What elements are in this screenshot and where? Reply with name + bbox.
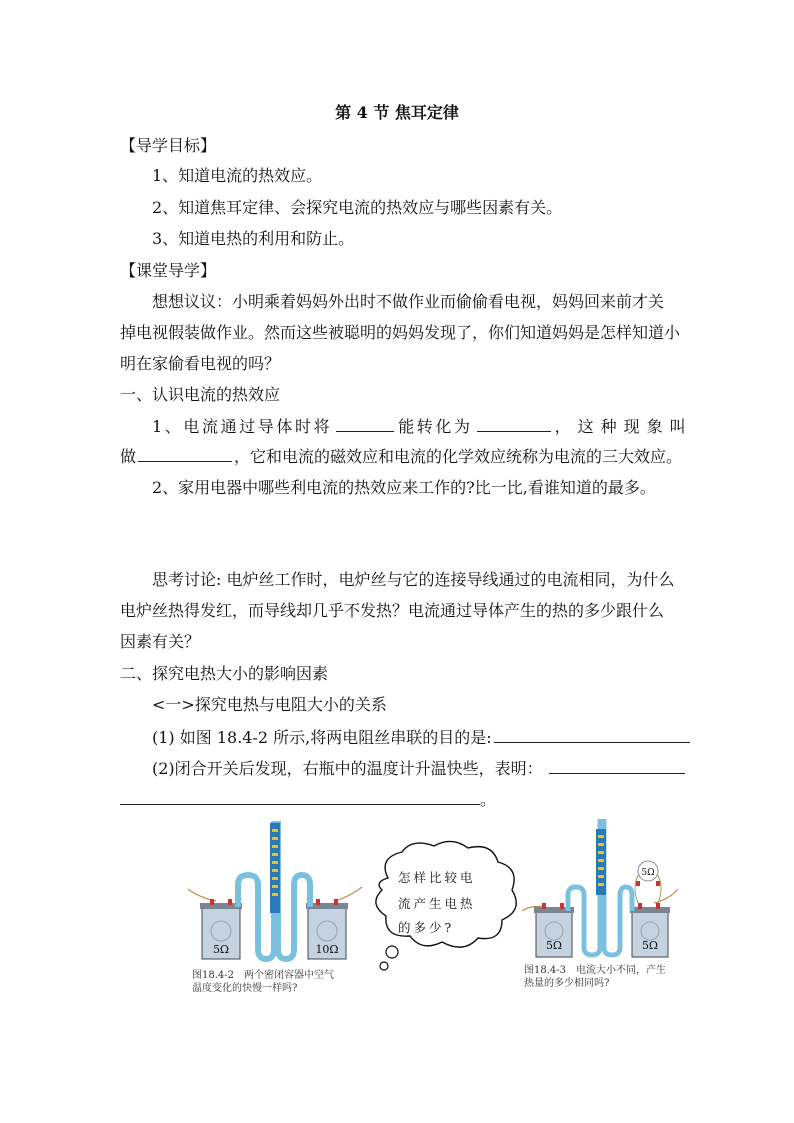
answer-blank-series-purpose[interactable] [494, 727, 690, 743]
fig2-right-resistor-label: 5Ω [641, 939, 659, 952]
figure-1-caption-line-1: 图18.4-2 两个密闭容器中空气 [192, 970, 335, 981]
part2-heading: 二、探究电热大小的影响因素 [120, 664, 329, 683]
q1-text-e: ，它和电流的磁效应和电流的化学效应统称为电流的三大效应。 [234, 447, 683, 466]
bubble-line-1: 怎样比较电 [398, 870, 476, 885]
think-line-3: 因素有关？ [120, 632, 201, 651]
goal-1: 1、知道电流的热效应。 [152, 166, 323, 185]
page-title: 第 4 节 焦耳定律 [335, 103, 459, 122]
bubble-line-2: 流产生电热 [398, 896, 476, 911]
q1-text-a: 1、电流通过导体时将 [152, 417, 333, 436]
wire-right [336, 887, 362, 901]
figure-18-4-3 [520, 815, 680, 965]
question-2: 2、家用电器中哪些利电流的热效应来工作的?比一比,看谁知道的最多。 [152, 478, 656, 497]
sub-heading-1: <一>探究电热与电阻大小的关系 [152, 695, 387, 714]
thought-bubble [368, 838, 528, 978]
step-1-text: (1) 如图 18.4-2 所示,将两电阻丝串联的目的是: [152, 728, 492, 747]
answer-blank-energy-from[interactable] [336, 416, 394, 432]
question-1-line-1 [152, 416, 693, 437]
fig1-left-resistor-label: 5Ω [212, 943, 230, 956]
figure-18-4-2 [186, 815, 366, 975]
step-1 [152, 727, 690, 748]
question-1-line-2 [120, 446, 682, 467]
answer-blank-conclusion-a[interactable] [549, 758, 685, 774]
answer-blank-energy-to[interactable] [477, 416, 551, 432]
figure-2-caption-line-2: 热量的多少相同吗? [524, 978, 610, 989]
wire-right-2 [654, 889, 678, 903]
think-line-1: 思考讨论: 电炉丝工作时，电炉丝与它的连接导线通过的电流相同，为什么 [152, 570, 675, 589]
q1-text-c: ，这种现象叫 [554, 417, 693, 436]
goals-heading: 【导学目标】 [120, 136, 217, 155]
answer-blank-phenomenon[interactable] [138, 446, 232, 462]
step-2-text: (2)闭合开关后发现，右瓶中的温度计升温快些，表明： [152, 759, 543, 778]
liquid-column [270, 823, 280, 913]
part1-heading: 一、认识电流的热效应 [120, 385, 281, 404]
bubble-line-3: 的多少? [398, 920, 455, 935]
answer-blank-conclusion-b[interactable] [120, 789, 480, 805]
discuss-line-1: 想想议议：小明乘着妈妈外出时不做作业而偷偷看电视，妈妈回来前才关 [152, 292, 665, 311]
discuss-line-2: 掉电视假装做作业。然而这些被聪明的妈妈发现了，你们知道妈妈是怎样知道小 [120, 323, 681, 342]
step-2 [152, 758, 685, 779]
figure-2-caption-line-1: 图18.4-3 电流大小不同，产生 [524, 965, 667, 976]
figure-1-caption-line-2: 温度变化的快慢一样吗? [192, 983, 298, 994]
fig2-top-resistor-label: 5Ω [641, 868, 655, 878]
goal-3: 3、知道电热的利用和防止。 [152, 229, 355, 248]
goal-2: 2、知道焦耳定律、会探究电流的热效应与哪些因素有关。 [152, 198, 563, 217]
q1-text-b: 能转化为 [398, 417, 473, 436]
step-2-end: 。 [480, 790, 497, 809]
fig2-left-resistor-label: 5Ω [545, 939, 563, 952]
step-2-continued [120, 789, 496, 810]
q1-text-d: 做 [120, 447, 137, 466]
think-line-2: 电炉丝热得发红，而导线却几乎不发热？电流通过导体产生的热的多少跟什么 [120, 601, 665, 620]
fig1-right-resistor-label: 10Ω [315, 943, 339, 956]
discuss-line-3: 明在家偷看电视的吗？ [120, 354, 281, 373]
class-heading: 【课堂导学】 [120, 261, 217, 280]
